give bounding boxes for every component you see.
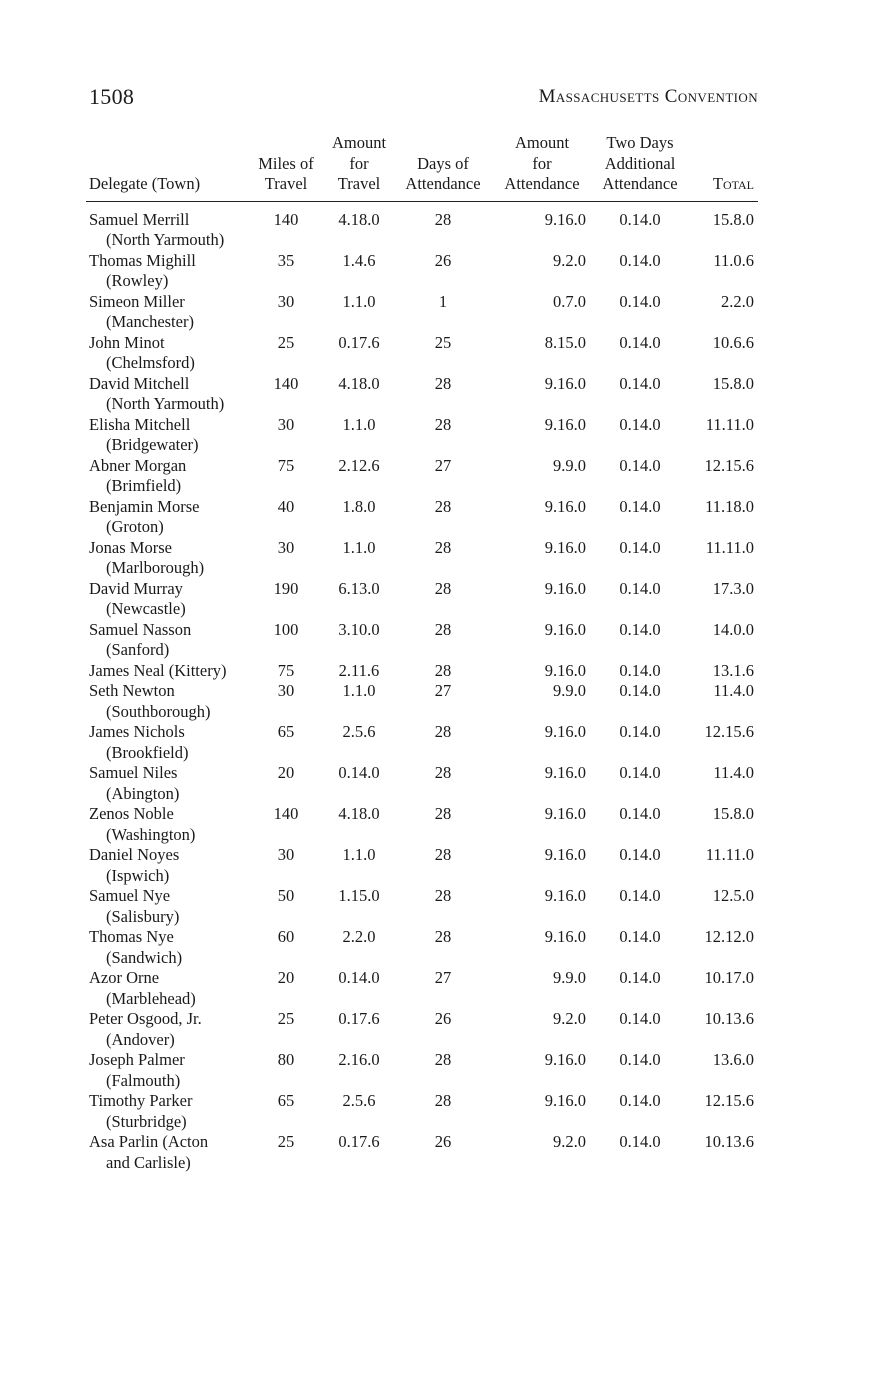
days-cell: 28: [434, 414, 452, 434]
delegate-town: and Carlisle): [106, 1152, 191, 1172]
travel-amount-cell: 1.15.0: [338, 886, 380, 905]
additional-cell: 0.14.0: [619, 209, 661, 229]
attendance-amount-cell: 9.16.0: [544, 209, 586, 229]
delegate-name: Thomas Nye: [89, 927, 174, 946]
additional-cell: 0.14.0: [619, 804, 661, 823]
delegate-cell: [86, 374, 250, 415]
table-row: [86, 804, 758, 845]
delegate-cell: [86, 804, 250, 845]
table-row: [86, 1050, 758, 1091]
delegate-cell: [86, 845, 250, 886]
days-cell: 28: [434, 373, 452, 393]
days-cell: 28: [434, 209, 452, 229]
delegate-cell: [86, 968, 250, 1009]
miles-cell: 25: [277, 1009, 295, 1028]
total-cell: 12.15.6: [704, 1091, 754, 1110]
attendance-amount-cell: 9.2.0: [553, 250, 586, 270]
delegate-town: (Marblehead): [106, 988, 196, 1008]
delegate-town: (Manchester): [106, 312, 194, 331]
table-row: [86, 1132, 758, 1173]
total-cell: 2.2.0: [721, 291, 754, 311]
miles-cell: 75: [277, 455, 295, 475]
table-row: [86, 681, 758, 722]
miles-cell: 75: [277, 660, 295, 680]
attendance-amount-cell: 9.16.0: [544, 660, 586, 680]
travel-amount-cell: 6.13.0: [338, 578, 380, 598]
delegate-name: Zenos Noble: [89, 804, 174, 823]
attendance-amount-cell: 9.9.0: [553, 455, 586, 475]
additional-cell: 0.14.0: [619, 455, 661, 475]
delegate-town: (Marlborough): [106, 558, 205, 577]
column-header-days: Days of Attendance: [396, 133, 490, 201]
delegate-town: (Rowley): [106, 271, 169, 290]
delegate-town: (Ispwich): [106, 865, 170, 885]
delegate-name: Samuel Nye: [89, 886, 171, 905]
delegate-town: (Salisbury): [106, 906, 180, 926]
days-cell: 28: [434, 722, 452, 741]
attendance-amount-cell: 9.16.0: [544, 578, 586, 598]
miles-cell: 100: [273, 619, 299, 639]
miles-cell: 140: [273, 209, 299, 229]
days-cell: 28: [434, 496, 452, 516]
total-cell: 17.3.0: [712, 578, 754, 598]
miles-cell: 190: [273, 578, 299, 598]
delegate-cell: [86, 497, 250, 538]
table-row: [86, 763, 758, 804]
additional-cell: 0.14.0: [619, 1132, 661, 1151]
delegate-cell: [86, 620, 250, 661]
delegate-name: Jonas Morse: [89, 537, 172, 557]
delegate-cell: [86, 1050, 250, 1091]
travel-amount-cell: 2.16.0: [338, 1050, 380, 1069]
travel-amount-cell: 2.5.6: [342, 1091, 376, 1110]
delegate-name: David Mitchell: [89, 373, 190, 393]
days-cell: 1: [438, 291, 448, 311]
days-cell: 28: [434, 804, 452, 823]
table-row: [86, 1091, 758, 1132]
delegate-name: James Nichols: [89, 722, 185, 741]
delegate-town: (Groton): [106, 517, 164, 536]
days-cell: 28: [434, 1091, 452, 1110]
table-row: [86, 538, 758, 579]
delegate-town: (Andover): [106, 1029, 175, 1049]
days-cell: 28: [434, 927, 452, 946]
total-cell: 11.18.0: [705, 496, 754, 516]
additional-cell: 0.14.0: [619, 1050, 661, 1069]
travel-amount-cell: 0.14.0: [338, 968, 380, 987]
table-row: [86, 886, 758, 927]
additional-cell: 0.14.0: [619, 968, 661, 987]
table-row: [86, 845, 758, 886]
delegate-name: Elisha Mitchell: [89, 414, 191, 434]
delegate-cell: [86, 538, 250, 579]
delegate-cell: [86, 1091, 250, 1132]
table-row: [86, 415, 758, 456]
table-row: [86, 620, 758, 661]
table-row: [86, 374, 758, 415]
delegate-name: Thomas Mighill: [89, 250, 196, 270]
total-cell: 15.8.0: [712, 804, 754, 823]
total-cell: 13.1.6: [712, 660, 754, 680]
delegate-town: (North Yarmouth): [106, 230, 225, 249]
delegate-name: Simeon Miller: [89, 291, 185, 311]
travel-amount-cell: 1.4.6: [342, 250, 376, 270]
column-header-attendance-amount: Amount for Attendance: [490, 133, 594, 201]
attendance-amount-cell: 9.16.0: [544, 619, 586, 639]
column-header-delegate: Delegate (Town): [86, 133, 250, 201]
delegate-cell: [86, 661, 250, 682]
additional-cell: 0.14.0: [619, 1009, 661, 1028]
delegate-name: James Neal (Kittery): [89, 660, 227, 680]
delegate-cell: [86, 292, 250, 333]
delegate-town: (Washington): [106, 824, 196, 844]
column-header-additional: Two Days Additional Attendance: [594, 133, 686, 201]
additional-cell: 0.14.0: [619, 414, 661, 434]
total-cell: 11.11.0: [705, 845, 754, 864]
days-cell: 26: [434, 1009, 452, 1028]
delegate-name: Joseph Palmer: [89, 1050, 185, 1069]
table-header-row: [86, 133, 758, 201]
miles-cell: 30: [277, 414, 295, 434]
miles-cell: 35: [277, 250, 295, 270]
miles-cell: 30: [277, 537, 295, 557]
miles-cell: 20: [277, 763, 295, 782]
delegate-name: Azor Orne: [89, 968, 160, 987]
attendance-amount-cell: 9.16.0: [544, 886, 586, 905]
delegate-name: Benjamin Morse: [89, 496, 200, 516]
delegate-name: Samuel Nasson: [89, 619, 192, 639]
delegate-name: Asa Parlin (Acton: [89, 1132, 209, 1151]
additional-cell: 0.14.0: [619, 537, 661, 557]
delegate-town: (Sanford): [106, 640, 170, 659]
days-cell: 28: [434, 1050, 452, 1069]
table-row: [86, 201, 758, 251]
additional-cell: 0.14.0: [619, 722, 661, 741]
delegate-town: (Newcastle): [106, 599, 186, 618]
delegate-name: Seth Newton: [89, 681, 175, 700]
total-cell: 12.5.0: [712, 886, 754, 905]
delegate-cell: [86, 1132, 250, 1173]
total-cell: 11.0.6: [713, 250, 754, 270]
attendance-amount-cell: 9.9.0: [553, 681, 586, 700]
additional-cell: 0.14.0: [619, 496, 661, 516]
attendance-amount-cell: 0.7.0: [553, 291, 586, 311]
total-cell: 11.11.0: [705, 414, 754, 434]
delegate-cell: [86, 201, 250, 251]
column-header-miles: Miles of Travel: [250, 133, 322, 201]
delegate-town: (Southborough): [106, 701, 211, 721]
total-cell: 10.17.0: [704, 968, 754, 987]
miles-cell: 25: [277, 332, 295, 352]
travel-amount-cell: 1.1.0: [342, 845, 376, 864]
table-row: [86, 1009, 758, 1050]
additional-cell: 0.14.0: [619, 332, 661, 352]
miles-cell: 80: [277, 1050, 295, 1069]
total-cell: 14.0.0: [712, 619, 754, 639]
total-cell: 13.6.0: [712, 1050, 754, 1069]
delegate-cell: [86, 1009, 250, 1050]
delegate-cell: [86, 763, 250, 804]
delegate-name: Daniel Noyes: [89, 845, 180, 864]
column-header-travel-amount: Amount for Travel: [322, 133, 396, 201]
total-cell: 10.13.6: [704, 1009, 754, 1028]
days-cell: 28: [434, 660, 452, 680]
delegate-compensation-table: [86, 133, 758, 1173]
total-cell: 11.11.0: [705, 537, 754, 557]
miles-cell: 30: [277, 681, 295, 700]
delegate-cell: [86, 681, 250, 722]
travel-amount-cell: 2.12.6: [338, 455, 380, 475]
running-head: Massachusetts Convention: [538, 86, 758, 107]
delegate-town: (Bridgewater): [106, 435, 199, 454]
miles-cell: 40: [277, 496, 295, 516]
table-row: [86, 722, 758, 763]
travel-amount-cell: 0.17.6: [338, 1009, 380, 1028]
table-row: [86, 927, 758, 968]
travel-amount-cell: 1.1.0: [342, 537, 376, 557]
delegate-name: Samuel Merrill: [89, 209, 190, 229]
delegate-cell: [86, 415, 250, 456]
delegate-cell: [86, 579, 250, 620]
additional-cell: 0.14.0: [619, 619, 661, 639]
travel-amount-cell: 1.1.0: [342, 291, 376, 311]
additional-cell: 0.14.0: [619, 578, 661, 598]
travel-amount-cell: 0.17.6: [338, 1132, 380, 1151]
attendance-amount-cell: 9.16.0: [544, 927, 586, 946]
table-row: [86, 251, 758, 292]
total-cell: 10.6.6: [712, 332, 754, 352]
table-row: [86, 292, 758, 333]
table-row: [86, 497, 758, 538]
travel-amount-cell: 4.18.0: [338, 373, 380, 393]
days-cell: 28: [434, 886, 452, 905]
days-cell: 28: [434, 578, 452, 598]
days-cell: 27: [434, 455, 452, 475]
delegate-cell: [86, 333, 250, 374]
table-row: [86, 333, 758, 374]
additional-cell: 0.14.0: [619, 886, 661, 905]
attendance-amount-cell: 9.16.0: [544, 373, 586, 393]
additional-cell: 0.14.0: [619, 845, 661, 864]
travel-amount-cell: 1.1.0: [342, 681, 376, 700]
delegate-cell: [86, 927, 250, 968]
days-cell: 28: [434, 619, 452, 639]
attendance-amount-cell: 9.16.0: [544, 845, 586, 864]
travel-amount-cell: 0.14.0: [338, 763, 380, 782]
miles-cell: 65: [277, 1091, 295, 1110]
total-cell: 12.15.6: [704, 722, 754, 741]
attendance-amount-cell: 9.16.0: [544, 496, 586, 516]
miles-cell: 25: [277, 1132, 295, 1151]
days-cell: 26: [434, 250, 452, 270]
table-row: [86, 579, 758, 620]
days-cell: 27: [434, 968, 452, 987]
days-cell: 25: [434, 332, 452, 352]
travel-amount-cell: 3.10.0: [338, 619, 380, 639]
delegate-name: Peter Osgood, Jr.: [89, 1009, 202, 1028]
delegate-name: Timothy Parker: [89, 1091, 193, 1110]
travel-amount-cell: 4.18.0: [338, 209, 380, 229]
page-number: 1508: [89, 84, 135, 109]
travel-amount-cell: 2.5.6: [342, 722, 376, 741]
attendance-amount-cell: 9.2.0: [553, 1132, 586, 1151]
days-cell: 27: [434, 681, 452, 700]
delegate-cell: [86, 251, 250, 292]
delegate-name: Abner Morgan: [89, 455, 187, 475]
table-row: [86, 456, 758, 497]
attendance-amount-cell: 9.2.0: [553, 1009, 586, 1028]
total-cell: 15.8.0: [712, 373, 754, 393]
delegate-town: (Sandwich): [106, 947, 183, 967]
travel-amount-cell: 1.8.0: [342, 496, 376, 516]
miles-cell: 50: [277, 886, 295, 905]
total-cell: 11.4.0: [713, 763, 754, 782]
miles-cell: 20: [277, 968, 295, 987]
days-cell: 28: [434, 845, 452, 864]
travel-amount-cell: 0.17.6: [338, 332, 380, 352]
additional-cell: 0.14.0: [619, 291, 661, 311]
delegate-name: David Murray: [89, 578, 183, 598]
attendance-amount-cell: 9.16.0: [544, 414, 586, 434]
days-cell: 28: [434, 763, 452, 782]
attendance-amount-cell: 9.16.0: [544, 722, 586, 741]
additional-cell: 0.14.0: [619, 1091, 661, 1110]
attendance-amount-cell: 9.16.0: [544, 763, 586, 782]
table-row: [86, 968, 758, 1009]
attendance-amount-cell: 9.16.0: [544, 537, 586, 557]
delegate-name: Samuel Niles: [89, 763, 178, 782]
attendance-amount-cell: 9.16.0: [544, 804, 586, 823]
additional-cell: 0.14.0: [619, 927, 661, 946]
additional-cell: 0.14.0: [619, 660, 661, 680]
delegate-town: (North Yarmouth): [106, 394, 225, 413]
attendance-amount-cell: 9.16.0: [544, 1091, 586, 1110]
delegate-cell: [86, 456, 250, 497]
travel-amount-cell: 2.2.0: [342, 927, 376, 946]
miles-cell: 60: [277, 927, 295, 946]
delegate-town: (Abington): [106, 783, 180, 803]
delegate-cell: [86, 886, 250, 927]
delegate-town: (Sturbridge): [106, 1111, 187, 1131]
total-cell: 15.8.0: [712, 209, 754, 229]
miles-cell: 65: [277, 722, 295, 741]
travel-amount-cell: 4.18.0: [338, 804, 380, 823]
additional-cell: 0.14.0: [619, 373, 661, 393]
miles-cell: 30: [277, 291, 295, 311]
additional-cell: 0.14.0: [619, 681, 661, 700]
attendance-amount-cell: 9.9.0: [553, 968, 586, 987]
travel-amount-cell: 2.11.6: [338, 660, 380, 680]
attendance-amount-cell: 8.15.0: [544, 332, 586, 352]
attendance-amount-cell: 9.16.0: [544, 1050, 586, 1069]
column-header-total: Total: [686, 133, 758, 201]
miles-cell: 30: [277, 845, 295, 864]
miles-cell: 140: [273, 804, 299, 823]
delegate-town: (Brimfield): [106, 476, 182, 495]
total-cell: 12.15.6: [704, 455, 754, 475]
additional-cell: 0.14.0: [619, 250, 661, 270]
delegate-town: (Brookfield): [106, 742, 189, 762]
table-row: [86, 661, 758, 682]
days-cell: 28: [434, 537, 452, 557]
delegate-town: (Chelmsford): [106, 353, 195, 372]
days-cell: 26: [434, 1132, 452, 1151]
additional-cell: 0.14.0: [619, 763, 661, 782]
total-cell: 11.4.0: [713, 681, 754, 700]
travel-amount-cell: 1.1.0: [342, 414, 376, 434]
total-cell: 10.13.6: [704, 1132, 754, 1151]
miles-cell: 140: [273, 373, 299, 393]
delegate-name: John Minot: [89, 332, 165, 352]
delegate-cell: [86, 722, 250, 763]
delegate-town: (Falmouth): [106, 1070, 181, 1090]
total-cell: 12.12.0: [704, 927, 754, 946]
